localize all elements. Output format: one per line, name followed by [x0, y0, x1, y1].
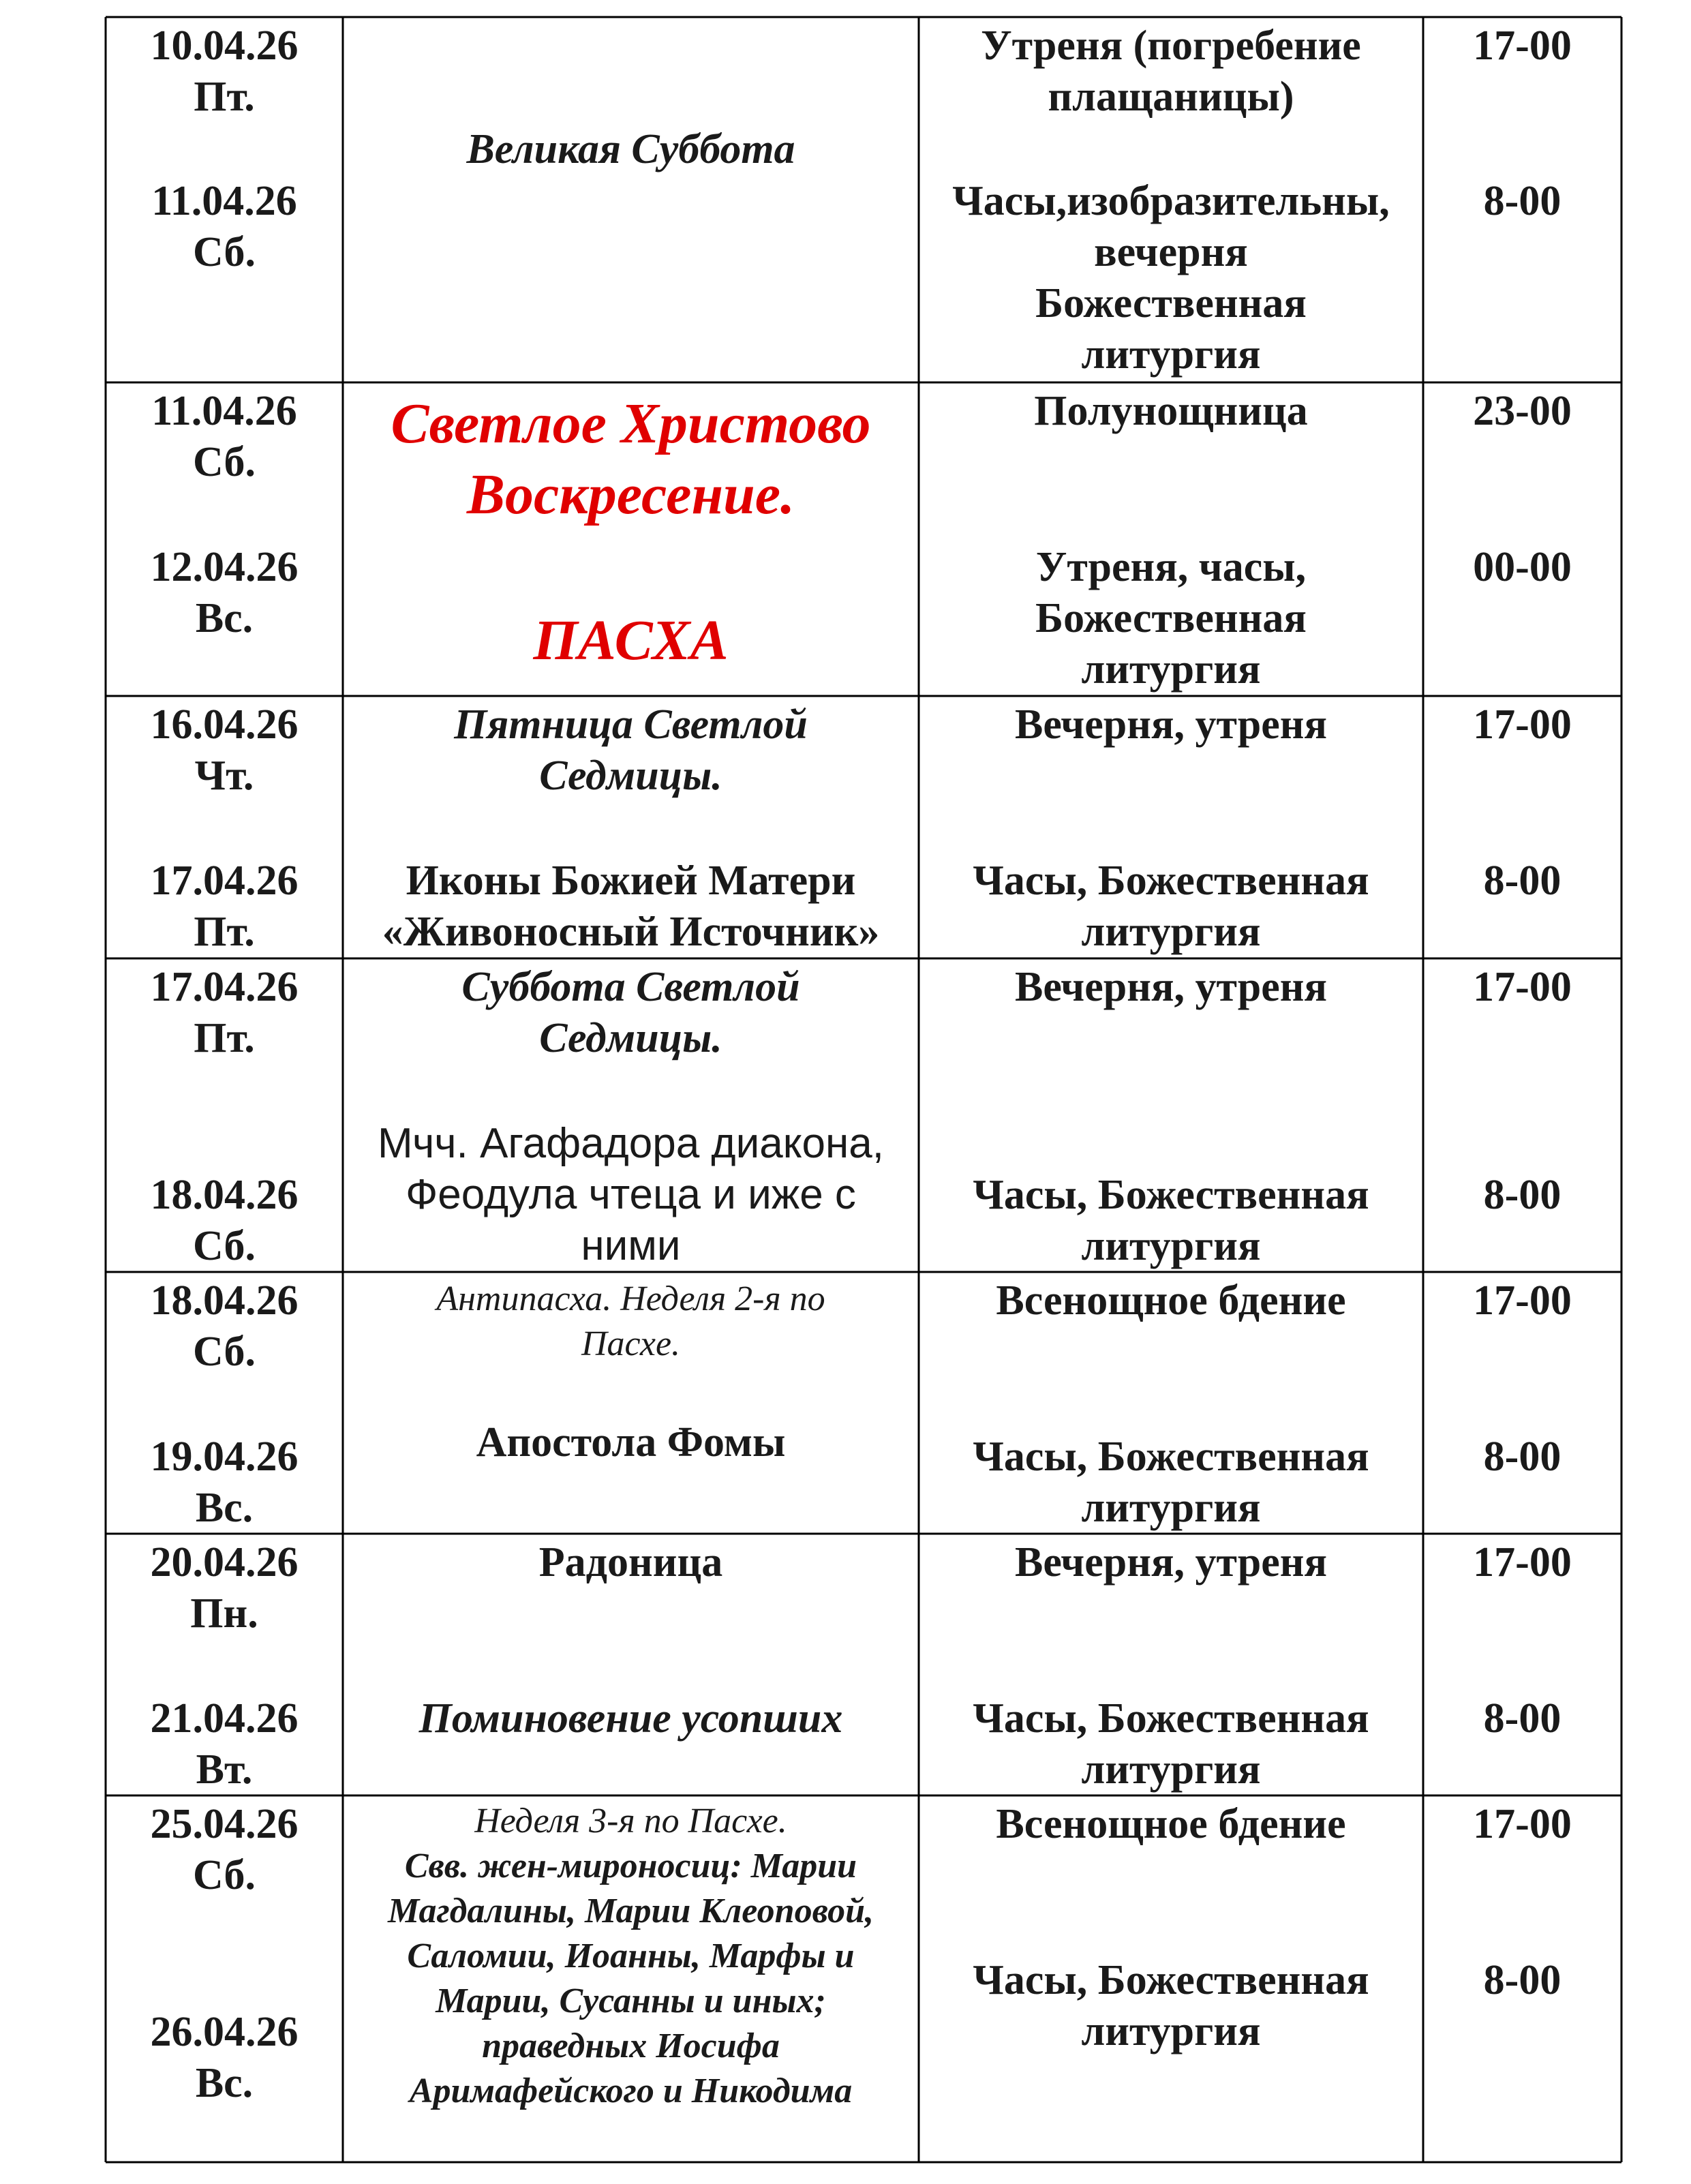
weekday-text: Сб. [192, 1223, 256, 1269]
service-line: Всенощное бдение [996, 1277, 1346, 1324]
weekday-text: Сб. [192, 439, 256, 485]
weekday-text: Чт. [194, 753, 254, 799]
service-line: плащаницы) [1048, 74, 1294, 120]
row-3-event-1 [343, 699, 919, 802]
weekday-text: Сб. [192, 1852, 256, 1898]
date-text: 12.04.26 [150, 544, 299, 590]
event-title: Великая Суббота [466, 126, 795, 172]
event-title: Магдалины, Марии Клеоповой, [387, 1892, 874, 1930]
event-title: Светлое Христово [391, 392, 871, 455]
row-4-event-2 [343, 1118, 919, 1271]
date-text: 18.04.26 [150, 1277, 299, 1324]
event-title: Феодула чтеца и иже с [406, 1171, 856, 1218]
event-title: ними [581, 1222, 681, 1269]
service-line: Часы, Божественная [973, 1695, 1369, 1742]
row-6-event-1 [343, 1537, 919, 1588]
service-line: Часы, Божественная [973, 858, 1369, 904]
row-2-event-title [343, 389, 919, 530]
row-1-service-1 [919, 20, 1423, 123]
date-text: 10.04.26 [150, 22, 299, 69]
date-text: 21.04.26 [150, 1695, 299, 1742]
service-line: литургия [1081, 646, 1261, 693]
weekday-text: Пт. [194, 1015, 255, 1061]
row-3-service-2 [919, 855, 1423, 958]
event-title: Суббота Светлой [461, 964, 800, 1010]
date-text: 11.04.26 [151, 388, 297, 434]
row-1-event [343, 124, 919, 175]
date-text: 25.04.26 [150, 1801, 299, 1847]
service-line: литургия [1081, 1223, 1261, 1269]
event-title: Седмицы. [539, 753, 722, 799]
service-line: литургия [1081, 909, 1261, 955]
row-5-time-1: 17-00 [1473, 1277, 1572, 1324]
row-3-date-2 [106, 855, 343, 958]
service-line: Полунощница [1034, 388, 1308, 434]
event-title: Марии, Сусанны и иных; [436, 1982, 826, 2020]
date-text: 17.04.26 [150, 858, 299, 904]
weekday-text: Пн. [190, 1590, 258, 1637]
weekday-text: Пт. [194, 74, 255, 120]
row-5-event-1 [343, 1277, 919, 1367]
event-title: Аримафейского и Никодима [409, 2072, 853, 2110]
date-text: 20.04.26 [150, 1539, 299, 1586]
date-text: 26.04.26 [150, 2009, 299, 2055]
row-6-event-2 [343, 1693, 919, 1744]
service-line: Всенощное бдение [996, 1801, 1346, 1847]
row-1-date-1 [106, 20, 343, 123]
row-2-service-1 [919, 386, 1423, 437]
row-5-date-2 [106, 1431, 343, 1534]
event-title: Неделя 3-я по Пасхе. [474, 1802, 787, 1840]
row-2-event-pascha [343, 605, 919, 676]
service-line: Часы,изобразительны, [952, 178, 1390, 224]
service-line: Вечерня, утреня [1014, 1539, 1328, 1586]
service-line: Утреня (погребение [981, 22, 1361, 69]
row-5-service-2 [919, 1431, 1423, 1534]
row-2-time-1: 23-00 [1473, 388, 1572, 434]
date-text: 17.04.26 [150, 964, 299, 1010]
row-3-service-1 [919, 699, 1423, 750]
service-line: вечерня [1094, 229, 1248, 275]
date-text: 11.04.26 [151, 178, 297, 224]
row-2-date-1 [106, 386, 343, 488]
event-title: Мчч. Агафадора диакона, [378, 1120, 884, 1167]
row-1-date-2 [106, 176, 343, 278]
row-2-service-2 [919, 542, 1423, 695]
row-3-date-1 [106, 699, 343, 802]
event-title: Саломии, Иоанны, Марфы и [407, 1937, 855, 1975]
service-line: литургия [1081, 2008, 1261, 2054]
row-2-time-2: 00-00 [1473, 544, 1572, 590]
row-5-service-1 [919, 1275, 1423, 1326]
row-7-date-1 [106, 1799, 343, 1901]
row-6-date-2 [106, 1693, 343, 1795]
service-line: Вечерня, утреня [1014, 701, 1328, 748]
event-title: Свв. жен-мироносиц: Марии [404, 1847, 857, 1885]
row-7-date-2 [106, 2007, 343, 2109]
row-7-event-1 [343, 1799, 919, 1844]
row-3-time-2: 8-00 [1483, 858, 1561, 904]
row-1-time-1: 17-00 [1473, 22, 1572, 69]
event-title: ПАСХА [533, 609, 729, 672]
event-title: праведных Иосифа [482, 2027, 780, 2065]
service-line: литургия [1081, 1746, 1261, 1793]
date-text: 16.04.26 [150, 701, 299, 748]
row-6-time-1: 17-00 [1473, 1539, 1572, 1586]
row-6-date-1 [106, 1537, 343, 1639]
weekday-text: Пт. [194, 909, 255, 955]
service-line: Часы, Божественная [973, 1434, 1369, 1480]
row-7-time-1: 17-00 [1473, 1801, 1572, 1847]
event-title: «Живоносный Источник» [382, 909, 880, 955]
row-1-time-2: 8-00 [1483, 178, 1561, 224]
event-title: Пасхе. [581, 1324, 681, 1363]
date-text: 18.04.26 [150, 1172, 299, 1218]
service-line: Вечерня, утреня [1014, 964, 1328, 1010]
row-7-time-2: 8-00 [1483, 1957, 1561, 2003]
service-line: Часы, Божественная [973, 1172, 1369, 1218]
weekday-text: Сб. [192, 229, 256, 275]
row-5-event-2 [343, 1417, 919, 1468]
event-title: Поминовение усопших [418, 1695, 843, 1742]
row-6-time-2: 8-00 [1483, 1695, 1561, 1742]
row-1-service-2 [919, 176, 1423, 380]
row-4-service-1 [919, 962, 1423, 1013]
event-title: Воскресение. [466, 463, 795, 526]
row-3-event-2 [343, 855, 919, 958]
row-4-time-1: 17-00 [1473, 964, 1572, 1010]
row-4-date-1 [106, 962, 343, 1064]
service-line: Утреня, часы, [1035, 544, 1307, 590]
event-title: Апостола Фомы [476, 1419, 786, 1466]
weekday-text: Вс. [195, 595, 254, 641]
row-6-service-2 [919, 1693, 1423, 1795]
event-title: Радоница [538, 1539, 723, 1586]
weekday-text: Сб. [192, 1329, 256, 1375]
service-line: литургия [1081, 1485, 1261, 1531]
event-title: Седмицы. [539, 1015, 722, 1061]
row-2-date-2 [106, 542, 343, 644]
row-5-time-2: 8-00 [1483, 1434, 1561, 1480]
service-line: Божественная [1035, 280, 1307, 327]
row-7-service-2 [919, 1955, 1423, 2057]
weekday-text: Вс. [195, 1485, 254, 1531]
row-6-service-1 [919, 1537, 1423, 1588]
row-4-date-2 [106, 1170, 343, 1272]
service-line: Часы, Божественная [973, 1957, 1369, 2003]
row-7-event-2 [343, 1844, 919, 2114]
row-3-time-1: 17-00 [1473, 701, 1572, 748]
weekday-text: Вс. [195, 2060, 254, 2106]
row-4-service-2 [919, 1170, 1423, 1272]
event-title: Антипасха. Неделя 2-я по [436, 1279, 825, 1318]
event-title: Иконы Божией Матери [406, 858, 856, 904]
service-line: литургия [1081, 331, 1261, 378]
date-text: 19.04.26 [150, 1434, 299, 1480]
weekday-text: Вт. [196, 1746, 253, 1793]
row-7-service-1 [919, 1799, 1423, 1850]
row-5-date-1 [106, 1275, 343, 1378]
event-title: Пятница Светлой [454, 701, 808, 748]
row-4-time-2: 8-00 [1483, 1172, 1561, 1218]
service-line: Божественная [1035, 595, 1307, 641]
row-4-event-1 [343, 962, 919, 1064]
